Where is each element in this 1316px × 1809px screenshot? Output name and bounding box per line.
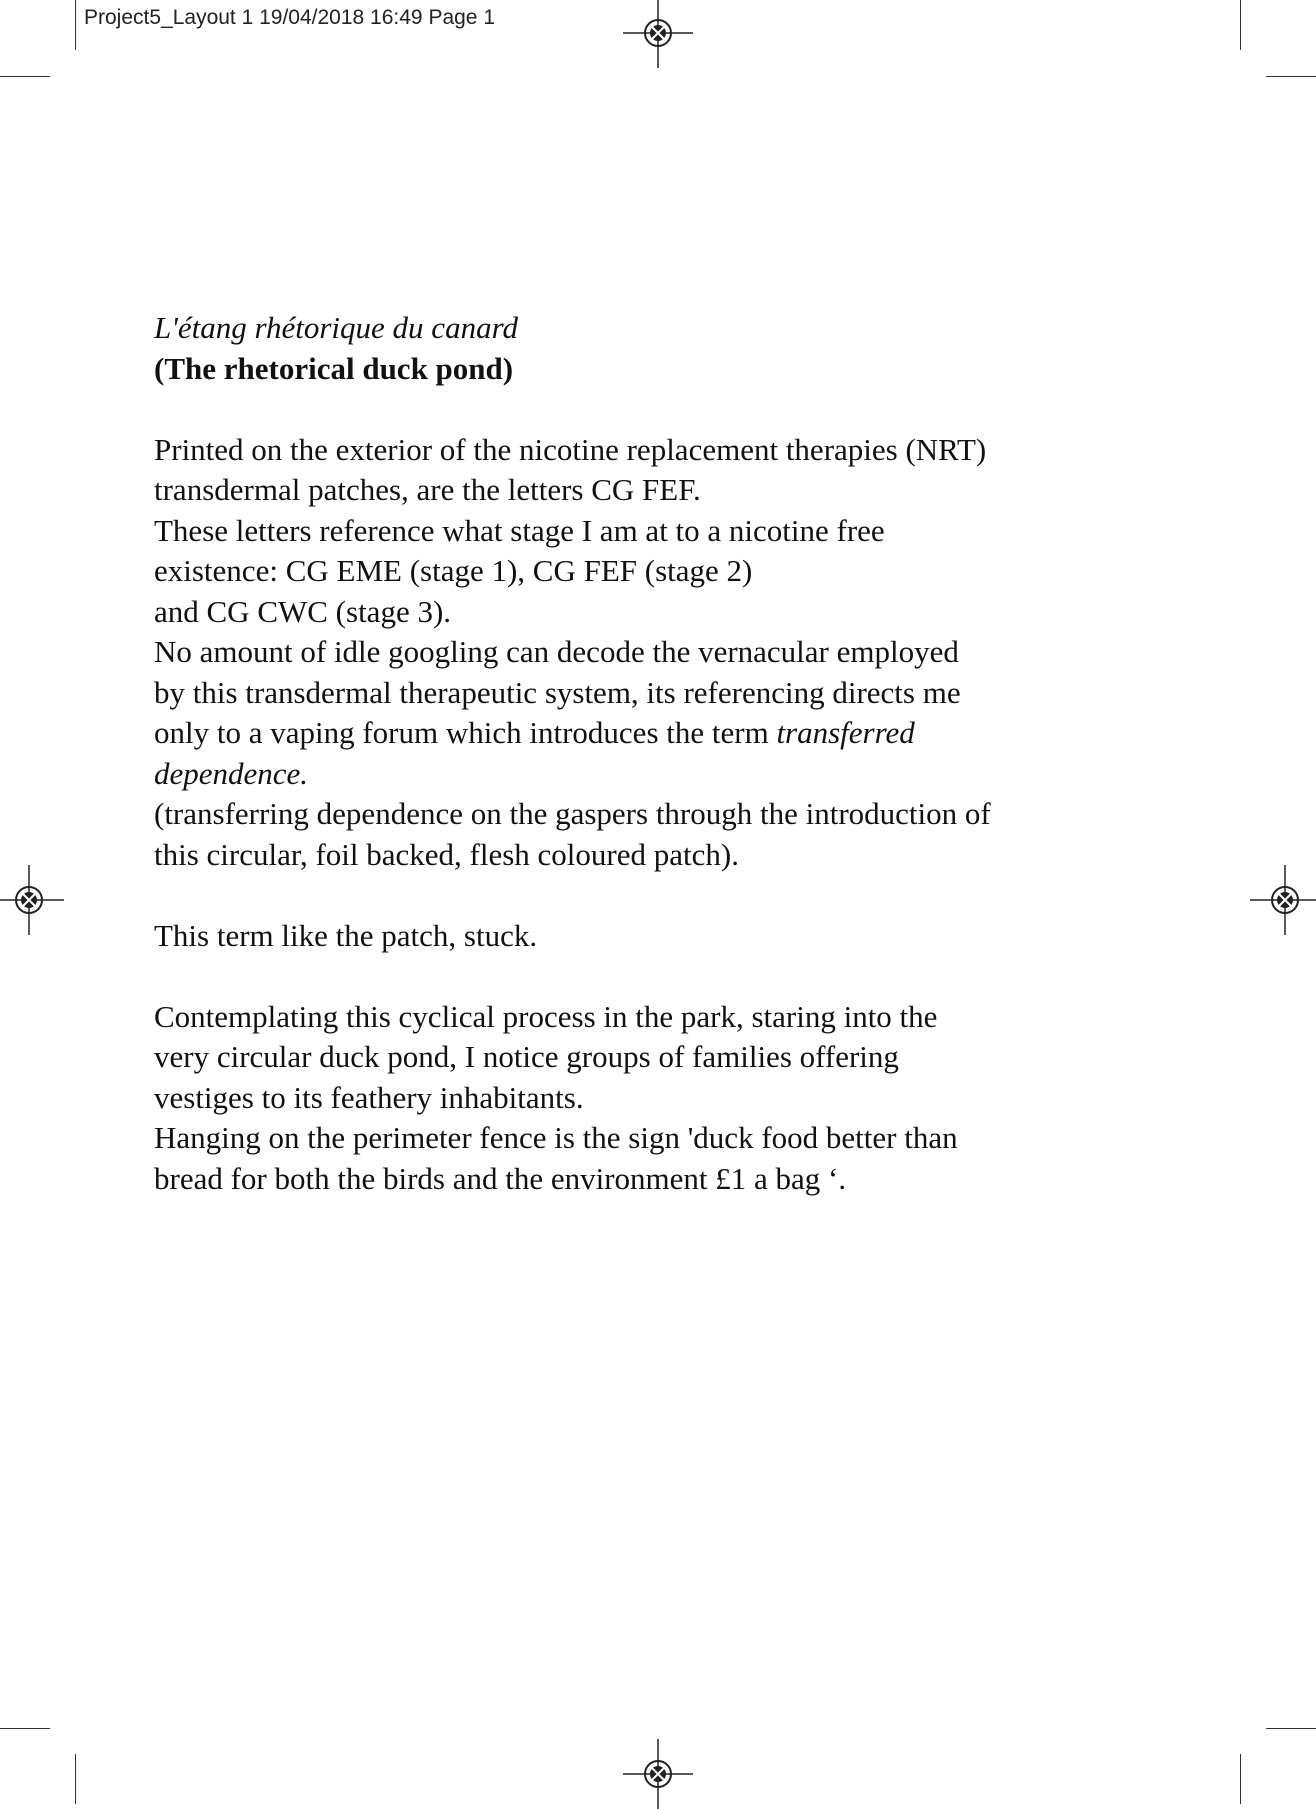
page-content: [154, 308, 1194, 1199]
crop-mark-top-right-horizontal: [1266, 76, 1316, 77]
printer-slug: Project5_Layout 1 19/04/2018 16:49 Page 1: [84, 6, 495, 29]
text-line: very circular duck pond, I notice groups of families offering: [154, 1039, 899, 1074]
term-italic: transferred: [776, 715, 915, 750]
title-french: L'étang rhétorique du canard: [154, 310, 518, 345]
text-line: No amount of idle googling can decode the vernacular employed: [154, 634, 959, 669]
paragraph-3: [154, 997, 1194, 1200]
registration-mark-right-icon: [1250, 865, 1316, 935]
text-line-prefix: only to a vaping forum which introduces the term: [154, 715, 777, 750]
text-line: These letters reference what stage I am at to a nicotine free: [154, 512, 885, 548]
text-line: existence: CG EME (stage 1), CG FEF (stage 2): [154, 553, 753, 588]
paragraph-1: [154, 430, 1194, 876]
crop-mark-top-right-vertical: [1240, 0, 1241, 50]
crop-mark-bottom-right-vertical: [1240, 1754, 1241, 1804]
text-line: transdermal patches, are the letters CG FEF.: [154, 472, 701, 507]
crop-mark-bottom-right-horizontal: [1266, 1728, 1316, 1729]
spacer: [154, 389, 1194, 430]
text-line: [154, 713, 1194, 754]
text-line: This term like the patch, stuck.: [154, 917, 538, 953]
registration-mark-top-icon: [623, 0, 693, 68]
text-line: bread for both the birds and the environment £1 a bag ‘.: [154, 1160, 847, 1196]
text-line: (transferring dependence on the gaspers through the introduction of: [154, 796, 991, 831]
crop-mark-bottom-left-vertical: [75, 1754, 76, 1804]
text-line: Hanging on the perimeter fence is the sign 'duck food better than: [154, 1120, 958, 1155]
text-line: Printed on the exterior of the nicotine replacement therapies (NRT): [154, 431, 987, 467]
registration-mark-left-icon: [0, 865, 64, 935]
text-line: Contemplating this cyclical process in the park, staring into the: [154, 998, 938, 1034]
spacer: [154, 875, 1194, 916]
crop-mark-top-left-vertical: [75, 0, 76, 50]
text-line: by this transdermal therapeutic system, its referencing directs me: [154, 674, 961, 710]
registration-mark-bottom-icon: [623, 1739, 693, 1809]
crop-mark-bottom-left-horizontal: [0, 1728, 50, 1729]
title-english: (The rhetorical duck pond): [154, 350, 514, 386]
term-italic: dependence.: [154, 755, 309, 791]
text-line: vestiges to its feathery inhabitants.: [154, 1079, 584, 1115]
paragraph-2: [154, 916, 1194, 957]
crop-mark-top-left-horizontal: [0, 76, 50, 77]
spacer: [154, 956, 1194, 997]
text-line: and CG CWC (stage 3).: [154, 593, 452, 629]
text-line: this circular, foil backed, flesh coloured patch).: [154, 836, 739, 872]
